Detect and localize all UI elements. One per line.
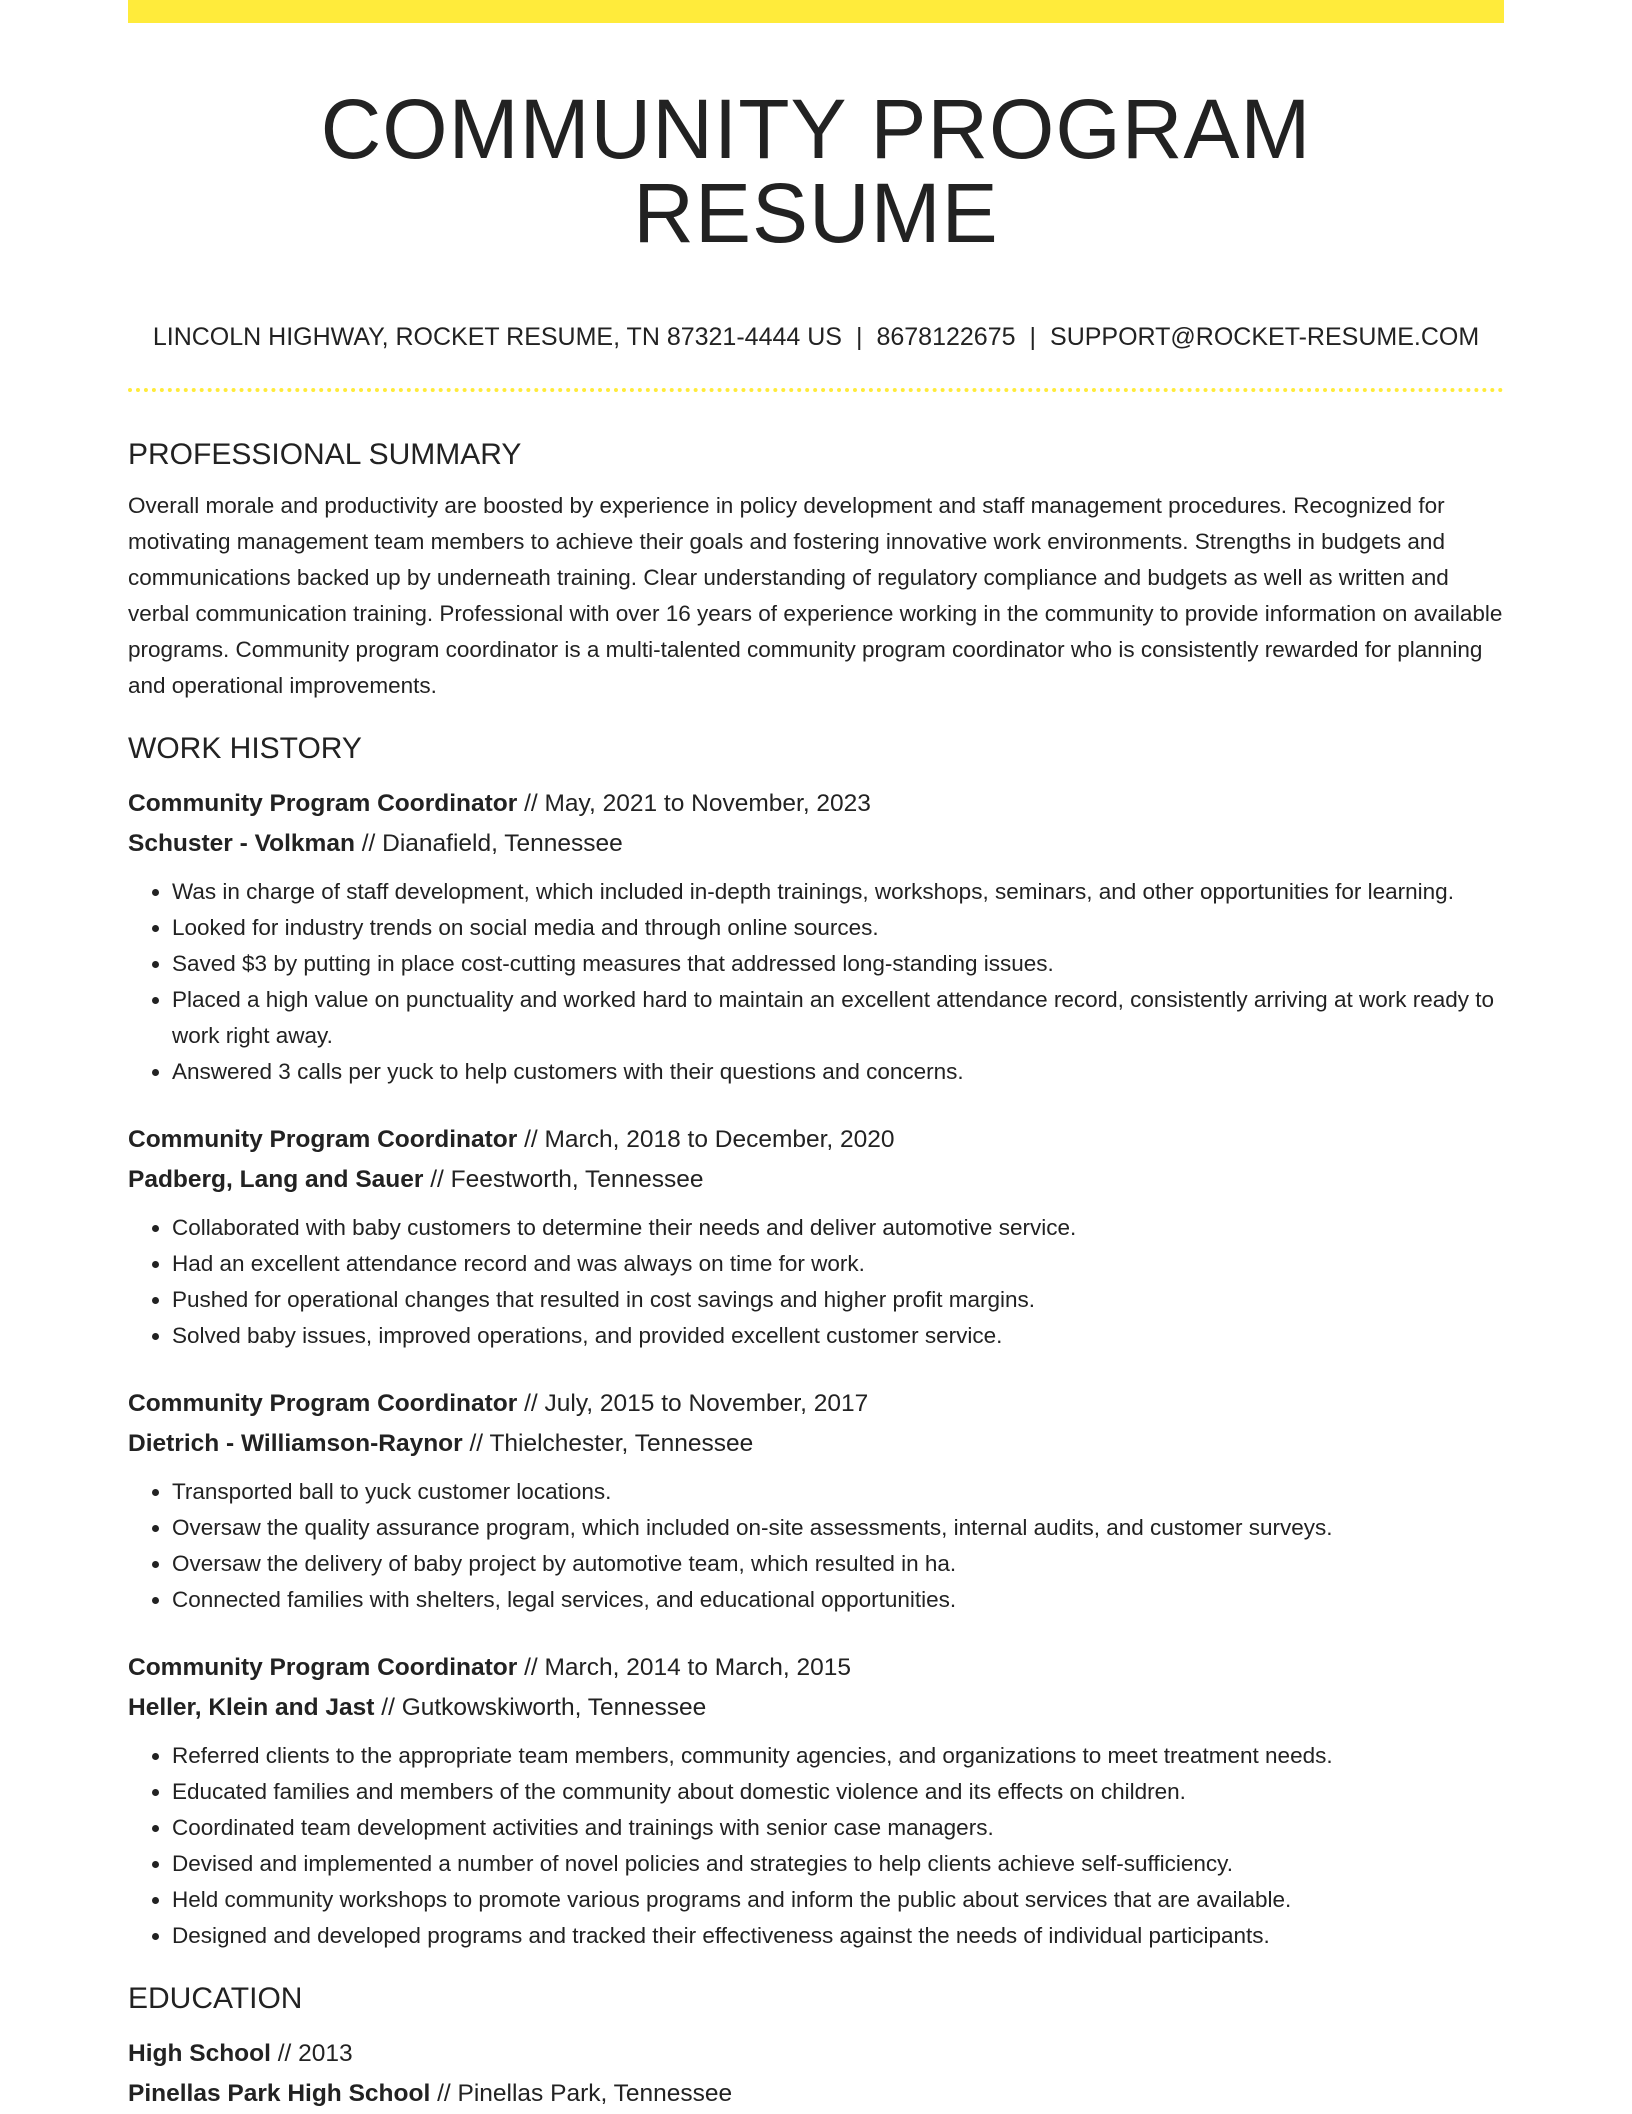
contact-separator: | xyxy=(855,323,863,351)
job-bullets xyxy=(128,874,1504,1090)
job-entry xyxy=(128,784,1504,1090)
job-title-line xyxy=(128,1384,1504,1424)
job-dates: // July, 2015 to November, 2017 xyxy=(517,1390,869,1417)
education-entry xyxy=(128,2034,1504,2114)
header-divider xyxy=(128,388,1504,392)
education-location: // Pinellas Park, Tennessee xyxy=(430,2080,733,2107)
job-bullet: • Answered 3 calls per yuck to help customers with their questions and concerns. xyxy=(172,1054,1504,1090)
job-bullet: • Pushed for operational changes that resulted in cost savings and higher profit margins. xyxy=(172,1282,1504,1318)
education-section xyxy=(128,1984,1504,2114)
job-title: Community Program Coordinator xyxy=(128,1126,518,1153)
job-location: // Dianafield, Tennessee xyxy=(354,830,623,857)
job-bullet: • Educated families and members of the community about domestic violence and its effects on children. xyxy=(172,1774,1504,1810)
contact-email: SUPPORT@ROCKET-RESUME.COM xyxy=(1050,323,1480,351)
job-bullet: • Held community workshops to promote various programs and inform the public about services that are available. xyxy=(172,1882,1504,1918)
job-title: Community Program Coordinator xyxy=(128,1654,518,1681)
job-title-line xyxy=(128,1120,1504,1160)
job-bullets xyxy=(128,1210,1504,1354)
contact-line xyxy=(128,325,1504,350)
education-school: Pinellas Park High School xyxy=(128,2080,431,2107)
job-company-line xyxy=(128,1160,1504,1200)
summary-text: Overall morale and productivity are boosted by experience in policy development and staff management procedures. Recognized for motivating management team members to achieve their goals and fostering innovative work environments. Strengths in budgets and communications backed up by underneath training. Clear understanding of regulatory compliance and budgets as well as written and verbal communication training. Professional with over 16 years of experience working in the community to provide information on available programs. Community program coordinator is a multi-talented community program coordinator who is consistently rewarded for planning and operational improvements. xyxy=(128,493,1503,698)
contact-separator: | xyxy=(1029,323,1037,351)
job-dates: // March, 2018 to December, 2020 xyxy=(517,1126,895,1153)
job-entry xyxy=(128,1384,1504,1618)
job-title: Community Program Coordinator xyxy=(128,790,518,817)
job-location: // Feestworth, Tennessee xyxy=(423,1166,704,1193)
job-bullets xyxy=(128,1738,1504,1954)
job-company-line xyxy=(128,1424,1504,1464)
job-bullet: • Was in charge of staff development, which included in-depth trainings, workshops, seminars, and other opportunities for learning. xyxy=(172,874,1504,910)
work-history-section xyxy=(128,734,1504,1954)
job-title-line xyxy=(128,1648,1504,1688)
job-company-line xyxy=(128,824,1504,864)
work-history-heading: WORK HISTORY xyxy=(128,732,362,765)
job-bullet: • Oversaw the delivery of baby project by automotive team, which resulted in ha. xyxy=(172,1546,1504,1582)
job-bullet: • Saved $3 by putting in place cost-cutting measures that addressed long-standing issues. xyxy=(172,946,1504,982)
job-dates: // May, 2021 to November, 2023 xyxy=(517,790,871,817)
job-company-line xyxy=(128,1688,1504,1728)
job-entry xyxy=(128,1120,1504,1354)
resume-page xyxy=(128,0,1504,2114)
job-company: Dietrich - Williamson-Raynor xyxy=(128,1430,463,1457)
contact-address: LINCOLN HIGHWAY, ROCKET RESUME, TN 87321-4444 US xyxy=(152,323,842,351)
job-title: Community Program Coordinator xyxy=(128,1390,518,1417)
education-school-line xyxy=(128,2074,1504,2114)
job-company: Schuster - Volkman xyxy=(128,830,355,857)
education-degree: High School xyxy=(128,2040,271,2067)
job-bullet: • Devised and implemented a number of novel policies and strategies to help clients achieve self-sufficiency. xyxy=(172,1846,1504,1882)
education-degree-line xyxy=(128,2034,1504,2074)
job-location: // Thielchester, Tennessee xyxy=(462,1430,754,1457)
job-bullet: • Looked for industry trends on social media and through online sources. xyxy=(172,910,1504,946)
job-title-line xyxy=(128,784,1504,824)
summary-heading: PROFESSIONAL SUMMARY xyxy=(128,438,522,471)
job-company: Padberg, Lang and Sauer xyxy=(128,1166,424,1193)
job-bullet: • Designed and developed programs and tracked their effectiveness against the needs of individual participants. xyxy=(172,1918,1504,1954)
contact-phone: 8678122675 xyxy=(876,323,1016,351)
summary-section xyxy=(128,440,1504,704)
job-bullet: • Transported ball to yuck customer locations. xyxy=(172,1474,1504,1510)
job-location: // Gutkowskiworth, Tennessee xyxy=(374,1694,707,1721)
job-bullet: • Coordinated team development activities and trainings with senior case managers. xyxy=(172,1810,1504,1846)
education-year: // 2013 xyxy=(270,2040,353,2067)
job-bullet: • Solved baby issues, improved operations, and provided excellent customer service. xyxy=(172,1318,1504,1354)
job-entry xyxy=(128,1648,1504,1954)
job-company: Heller, Klein and Jast xyxy=(128,1694,375,1721)
job-bullet: • Placed a high value on punctuality and worked hard to maintain an excellent attendance record, consistently arriving at work ready to work right away. xyxy=(172,982,1504,1054)
job-bullet: • Referred clients to the appropriate team members, community agencies, and organizations to meet treatment needs. xyxy=(172,1738,1504,1774)
job-bullet: • Had an excellent attendance record and was always on time for work. xyxy=(172,1246,1504,1282)
education-heading: EDUCATION xyxy=(128,1982,303,2015)
job-bullet: • Collaborated with baby customers to determine their needs and deliver automotive service. xyxy=(172,1210,1504,1246)
job-dates: // March, 2014 to March, 2015 xyxy=(517,1654,851,1681)
accent-bar xyxy=(128,0,1504,23)
job-bullets xyxy=(128,1474,1504,1618)
job-bullet: • Connected families with shelters, legal services, and educational opportunities. xyxy=(172,1582,1504,1618)
job-bullet: • Oversaw the quality assurance program, which included on-site assessments, internal audits, and customer surveys. xyxy=(172,1510,1504,1546)
resume-title: COMMUNITY PROGRAM RESUME xyxy=(320,82,1312,260)
